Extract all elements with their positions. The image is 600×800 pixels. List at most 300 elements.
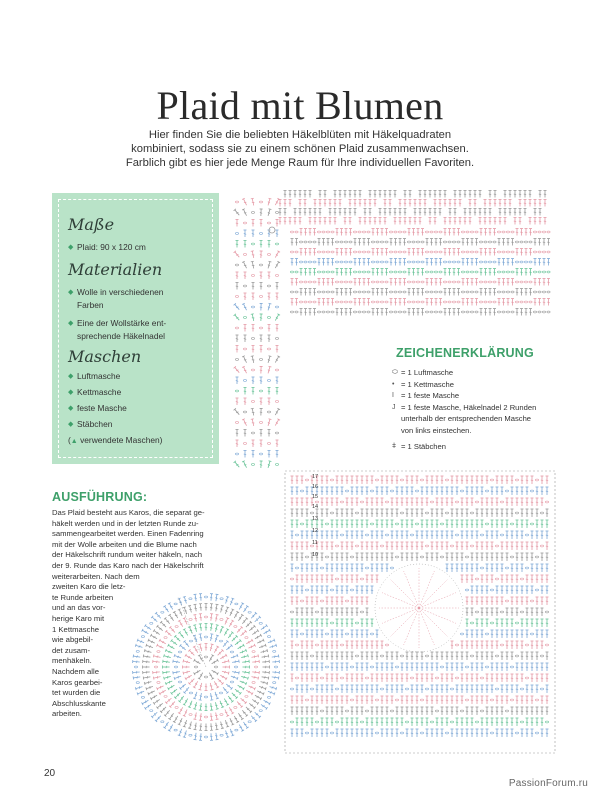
chain-mark xyxy=(275,401,278,403)
stitch-mark xyxy=(480,229,483,236)
chain-mark xyxy=(520,281,523,283)
chain-mark xyxy=(308,261,311,263)
chain-mark xyxy=(267,696,270,698)
stitch-mark xyxy=(386,564,389,572)
stitch-mark xyxy=(234,314,241,321)
chain-mark xyxy=(470,311,473,313)
stitch-mark xyxy=(311,564,314,572)
stitch-mark xyxy=(486,531,489,539)
chain-mark xyxy=(344,261,347,263)
stitch-mark xyxy=(361,597,364,605)
stitch-mark xyxy=(358,279,361,286)
stitch-mark xyxy=(531,575,534,583)
stitch-mark xyxy=(486,707,489,715)
stitch-mark xyxy=(481,718,484,726)
stitch-mark xyxy=(526,718,529,726)
stitch-mark xyxy=(356,608,359,616)
stitch-mark xyxy=(476,729,479,737)
stitch-mark xyxy=(259,366,262,373)
stitch-mark xyxy=(263,666,270,669)
stitch-mark xyxy=(486,498,489,506)
stitch-mark xyxy=(421,531,424,539)
stitch-mark xyxy=(486,553,489,561)
stitch-mark xyxy=(361,652,364,660)
chain-mark xyxy=(497,311,500,313)
stitch-mark xyxy=(316,685,319,693)
stitch-mark xyxy=(538,259,541,266)
chain-mark xyxy=(398,291,401,293)
stitch-mark xyxy=(501,509,504,517)
stitch-mark xyxy=(541,498,544,506)
stitch-mark xyxy=(406,520,409,528)
chain-mark xyxy=(350,666,353,668)
stitch-mark xyxy=(421,674,424,682)
stitch-mark xyxy=(531,531,534,539)
chain-mark xyxy=(495,688,498,690)
stitch-mark xyxy=(435,299,438,306)
stitch-mark xyxy=(453,289,456,296)
stitch-mark xyxy=(439,239,442,246)
round-number-label: 13 xyxy=(312,516,319,522)
stitch-mark xyxy=(301,696,304,704)
stitch-mark xyxy=(230,654,238,659)
stitch-mark xyxy=(475,279,478,286)
stitch-mark xyxy=(341,619,344,627)
chain-mark xyxy=(251,464,254,466)
chain-mark xyxy=(362,251,365,253)
stitch-mark xyxy=(401,553,404,561)
stitch-mark xyxy=(306,564,309,572)
stitch-mark xyxy=(481,685,484,693)
stitch-mark xyxy=(491,685,494,693)
stitch-mark xyxy=(506,476,509,484)
chain-mark xyxy=(440,666,443,668)
chain-mark xyxy=(506,231,509,233)
stitch-mark xyxy=(546,509,549,517)
chain-mark xyxy=(299,301,302,303)
stitch-mark xyxy=(311,718,314,726)
stitch-mark xyxy=(426,476,429,484)
stitch-mark xyxy=(385,229,388,236)
stitch-mark xyxy=(322,279,325,286)
chain-mark xyxy=(479,301,482,303)
stitch-mark xyxy=(509,200,512,207)
maschen-list xyxy=(68,370,208,431)
stitch-mark xyxy=(381,269,384,276)
chain-mark xyxy=(259,453,262,455)
stitch-mark xyxy=(260,398,263,405)
stitch-mark xyxy=(306,641,309,649)
stitch-mark xyxy=(366,498,369,506)
chain-mark xyxy=(330,589,333,591)
chain-mark xyxy=(308,241,311,243)
stitch-mark xyxy=(244,241,247,248)
stitch-mark xyxy=(386,729,389,737)
chain-mark xyxy=(315,501,318,503)
stitch-mark xyxy=(279,218,282,225)
stitch-mark xyxy=(526,630,529,638)
stitch-mark xyxy=(451,553,454,561)
stitch-mark xyxy=(341,707,344,715)
stitch-mark xyxy=(331,696,334,704)
stitch-mark xyxy=(252,230,255,237)
chain-mark xyxy=(267,636,270,638)
stitch-mark xyxy=(304,249,307,256)
stitch-mark xyxy=(466,279,469,286)
stitch-mark xyxy=(260,283,263,290)
stitch-mark xyxy=(476,564,479,572)
stitch-mark xyxy=(306,619,309,627)
stitch-mark xyxy=(502,279,505,286)
stitch-mark xyxy=(322,239,325,246)
ausfuehrung-line: menhäkeln. xyxy=(52,656,92,666)
chain-mark xyxy=(500,611,503,613)
chain-mark xyxy=(340,301,343,303)
spoke-mark xyxy=(404,608,419,645)
stitch-mark xyxy=(301,707,304,715)
stitch-mark xyxy=(363,279,366,286)
stitch-mark xyxy=(304,191,307,198)
stitch-mark xyxy=(421,269,424,276)
stitch-mark xyxy=(456,696,459,704)
stitch-mark xyxy=(313,249,316,256)
stitch-mark xyxy=(251,698,258,704)
chain-mark xyxy=(315,644,318,646)
round-number-label: 15 xyxy=(312,494,319,500)
stitch-mark xyxy=(361,685,364,693)
stitch-mark xyxy=(346,619,349,627)
stitch-mark xyxy=(291,652,294,660)
chain-mark xyxy=(304,261,307,263)
chain-mark xyxy=(421,241,424,243)
stitch-mark xyxy=(386,652,389,660)
stitch-mark xyxy=(521,553,524,561)
stitch-mark xyxy=(536,509,539,517)
stitch-mark xyxy=(291,630,294,638)
chain-mark xyxy=(420,556,423,558)
chain-mark xyxy=(445,512,448,514)
stitch-mark xyxy=(331,564,334,572)
chain-mark xyxy=(248,721,251,723)
chain-mark xyxy=(493,261,496,263)
list-item: ◆ Plaid: 90 x 120 cm xyxy=(68,242,146,252)
stitch-mark xyxy=(396,487,399,495)
stitch-mark xyxy=(291,729,294,737)
chain-mark xyxy=(204,736,207,738)
stitch-mark xyxy=(371,707,374,715)
chain-mark xyxy=(502,291,505,293)
stitch-mark xyxy=(291,542,294,550)
stitch-mark xyxy=(516,553,519,561)
chain-mark xyxy=(355,622,358,624)
chain-mark xyxy=(500,534,503,536)
stitch-mark xyxy=(526,696,529,704)
stitch-mark xyxy=(299,218,302,225)
stitch-mark xyxy=(480,269,483,276)
stitch-mark xyxy=(471,674,474,682)
stitch-mark xyxy=(346,663,349,671)
chain-mark xyxy=(524,261,527,263)
stitch-mark xyxy=(321,586,324,594)
chain-mark xyxy=(510,666,513,668)
stitch-mark xyxy=(322,259,325,266)
chain-mark xyxy=(331,291,334,293)
chain-mark xyxy=(389,231,392,233)
chain-mark xyxy=(470,512,473,514)
chain-mark xyxy=(407,241,410,243)
stitch-mark xyxy=(276,293,279,300)
stitch-mark xyxy=(366,696,369,704)
stitch-mark xyxy=(331,239,334,246)
chain-mark xyxy=(326,291,329,293)
chain-mark xyxy=(385,301,388,303)
stitch-mark xyxy=(178,728,183,736)
stitch-mark xyxy=(356,553,359,561)
stitch-mark xyxy=(272,675,279,679)
stitch-mark xyxy=(521,663,524,671)
stitch-mark xyxy=(241,617,248,624)
stitch-mark xyxy=(446,652,449,660)
stitch-mark xyxy=(366,652,369,660)
stitch-mark xyxy=(453,309,456,316)
stitch-mark xyxy=(300,229,303,236)
stitch-mark xyxy=(386,542,389,550)
stitch-mark xyxy=(546,652,549,660)
stitch-mark xyxy=(541,476,544,484)
stitch-mark xyxy=(521,498,524,506)
stitch-mark xyxy=(396,674,399,682)
stitch-mark xyxy=(501,630,504,638)
stitch-mark xyxy=(371,531,374,539)
stitch-mark xyxy=(481,663,484,671)
stitch-mark xyxy=(389,191,392,198)
stitch-mark xyxy=(372,309,375,316)
stitch-mark xyxy=(291,259,294,266)
stitch-mark xyxy=(274,261,280,269)
stitch-mark xyxy=(446,718,449,726)
stitch-mark xyxy=(351,674,354,682)
diamond-bullet-icon: ◆ xyxy=(68,373,74,380)
stitch-mark xyxy=(511,586,514,594)
chain-mark xyxy=(243,411,246,413)
stitch-mark xyxy=(411,498,414,506)
chain-mark xyxy=(355,655,358,657)
stitch-mark xyxy=(268,398,271,405)
stitch-mark xyxy=(321,553,324,561)
stitch-mark xyxy=(516,564,519,572)
chain-mark xyxy=(470,231,473,233)
stitch-mark xyxy=(486,597,489,605)
chain-mark xyxy=(484,241,487,243)
stitch-mark xyxy=(466,487,469,495)
stitch-mark xyxy=(252,388,255,395)
stitch-mark xyxy=(219,721,224,729)
stitch-mark xyxy=(446,531,449,539)
chain-mark xyxy=(390,710,393,712)
chain-mark xyxy=(465,699,468,701)
chain-mark xyxy=(295,677,298,679)
stitch-mark xyxy=(306,575,309,583)
diamond-bullet-icon: ◆ xyxy=(68,320,74,327)
stitch-mark xyxy=(462,259,465,266)
stitch-mark xyxy=(412,289,415,296)
chain-mark xyxy=(330,732,333,734)
chain-mark xyxy=(275,275,278,277)
stitch-mark xyxy=(474,200,477,207)
chain-mark xyxy=(493,241,496,243)
chain-mark xyxy=(524,241,527,243)
legend-title: ZEICHENERKLÄRUNG xyxy=(396,346,534,360)
stitch-mark xyxy=(326,729,329,737)
stitch-mark xyxy=(520,289,523,296)
chain-mark xyxy=(465,556,468,558)
stitch-mark xyxy=(439,299,442,306)
stitch-mark xyxy=(291,509,294,517)
chain-mark xyxy=(430,231,433,233)
stitch-mark xyxy=(311,608,314,616)
chain-mark xyxy=(430,291,433,293)
stitch-mark xyxy=(516,696,519,704)
stitch-mark xyxy=(461,531,464,539)
chain-mark xyxy=(435,677,438,679)
chain-mark xyxy=(350,589,353,591)
stitch-mark xyxy=(541,718,544,726)
stitch-mark xyxy=(242,366,248,374)
chain-mark xyxy=(515,301,518,303)
chain-mark xyxy=(535,556,538,558)
stitch-mark xyxy=(326,619,329,627)
chain-mark xyxy=(290,611,293,613)
stitch-mark xyxy=(399,239,402,246)
stitch-mark xyxy=(539,191,542,198)
stitch-mark xyxy=(329,218,332,225)
stitch-mark xyxy=(306,531,309,539)
stitch-mark xyxy=(496,597,499,605)
stitch-mark xyxy=(291,239,294,246)
stitch-mark xyxy=(421,663,424,671)
stitch-mark xyxy=(390,279,393,286)
stitch-mark xyxy=(296,685,299,693)
stitch-mark xyxy=(394,209,397,216)
stitch-mark xyxy=(501,597,504,605)
stitch-mark xyxy=(340,309,343,316)
stitch-mark xyxy=(260,346,263,353)
stitch-mark xyxy=(296,520,299,528)
stitch-mark xyxy=(318,299,321,306)
stitch-mark xyxy=(476,619,479,627)
stitch-mark xyxy=(476,531,479,539)
stitch-mark xyxy=(401,531,404,539)
stitch-mark xyxy=(412,269,415,276)
stitch-mark xyxy=(284,200,287,207)
stitch-mark xyxy=(461,729,464,737)
stitch-mark xyxy=(346,652,349,660)
chain-mark xyxy=(511,231,514,233)
chain-mark xyxy=(525,677,528,679)
chain-mark xyxy=(484,261,487,263)
stitch-mark xyxy=(426,279,429,286)
chain-mark xyxy=(290,578,293,580)
stitch-mark xyxy=(372,289,375,296)
chain-mark xyxy=(380,545,383,547)
stitch-mark xyxy=(341,575,344,583)
stitch-mark xyxy=(326,509,329,517)
stitch-mark xyxy=(291,279,294,286)
stitch-mark xyxy=(461,718,464,726)
square-crochet-chart xyxy=(284,470,556,754)
stitch-mark xyxy=(183,730,188,738)
chain-mark xyxy=(365,534,368,536)
stitch-mark xyxy=(381,718,384,726)
stitch-mark xyxy=(401,685,404,693)
stitch-mark xyxy=(541,630,544,638)
stitch-mark xyxy=(486,564,489,572)
stitch-mark xyxy=(404,191,407,198)
stitch-mark xyxy=(531,652,534,660)
stitch-mark xyxy=(237,644,245,650)
stitch-mark xyxy=(291,498,294,506)
stitch-mark xyxy=(501,575,504,583)
stitch-mark xyxy=(346,641,349,649)
stitch-mark xyxy=(534,299,537,306)
chain-mark xyxy=(371,281,374,283)
stitch-mark xyxy=(336,498,339,506)
stitch-mark xyxy=(326,718,329,726)
stitch-mark xyxy=(446,564,449,572)
chain-mark xyxy=(252,651,255,653)
stitch-mark xyxy=(516,630,519,638)
chain-mark xyxy=(295,231,298,233)
stitch-mark xyxy=(516,531,519,539)
stitch-mark xyxy=(321,718,324,726)
chain-mark xyxy=(340,281,343,283)
stitch-mark xyxy=(248,625,255,632)
stitch-mark xyxy=(236,626,243,633)
chain-mark xyxy=(235,359,238,361)
stitch-mark xyxy=(546,674,549,682)
stitch-mark xyxy=(426,520,429,528)
stitch-mark xyxy=(359,200,362,207)
chain-mark xyxy=(460,633,463,635)
stitch-mark xyxy=(454,191,457,198)
spoke-mark xyxy=(419,608,447,636)
chain-mark xyxy=(367,271,370,273)
chain-mark xyxy=(304,281,307,283)
stitch-mark xyxy=(309,209,312,216)
legend xyxy=(392,368,562,454)
stitch-mark xyxy=(376,652,379,660)
stitch-mark xyxy=(519,218,522,225)
stitch-mark xyxy=(371,641,374,649)
stitch-mark xyxy=(234,688,241,695)
stitch-mark xyxy=(376,663,379,671)
stitch-mark xyxy=(419,200,422,207)
stitch-mark xyxy=(321,729,324,737)
stitch-mark xyxy=(474,191,477,198)
chain-mark xyxy=(542,291,545,293)
stitch-mark xyxy=(541,487,544,495)
chain-mark xyxy=(360,578,363,580)
stitch-mark xyxy=(316,619,319,627)
stitch-mark xyxy=(291,597,294,605)
chain-mark xyxy=(460,490,463,492)
stitch-mark xyxy=(501,718,504,726)
stitch-mark xyxy=(236,377,239,384)
stitch-mark xyxy=(326,696,329,704)
stitch-mark xyxy=(421,707,424,715)
stitch-mark xyxy=(516,269,519,276)
stitch-mark xyxy=(461,564,464,572)
